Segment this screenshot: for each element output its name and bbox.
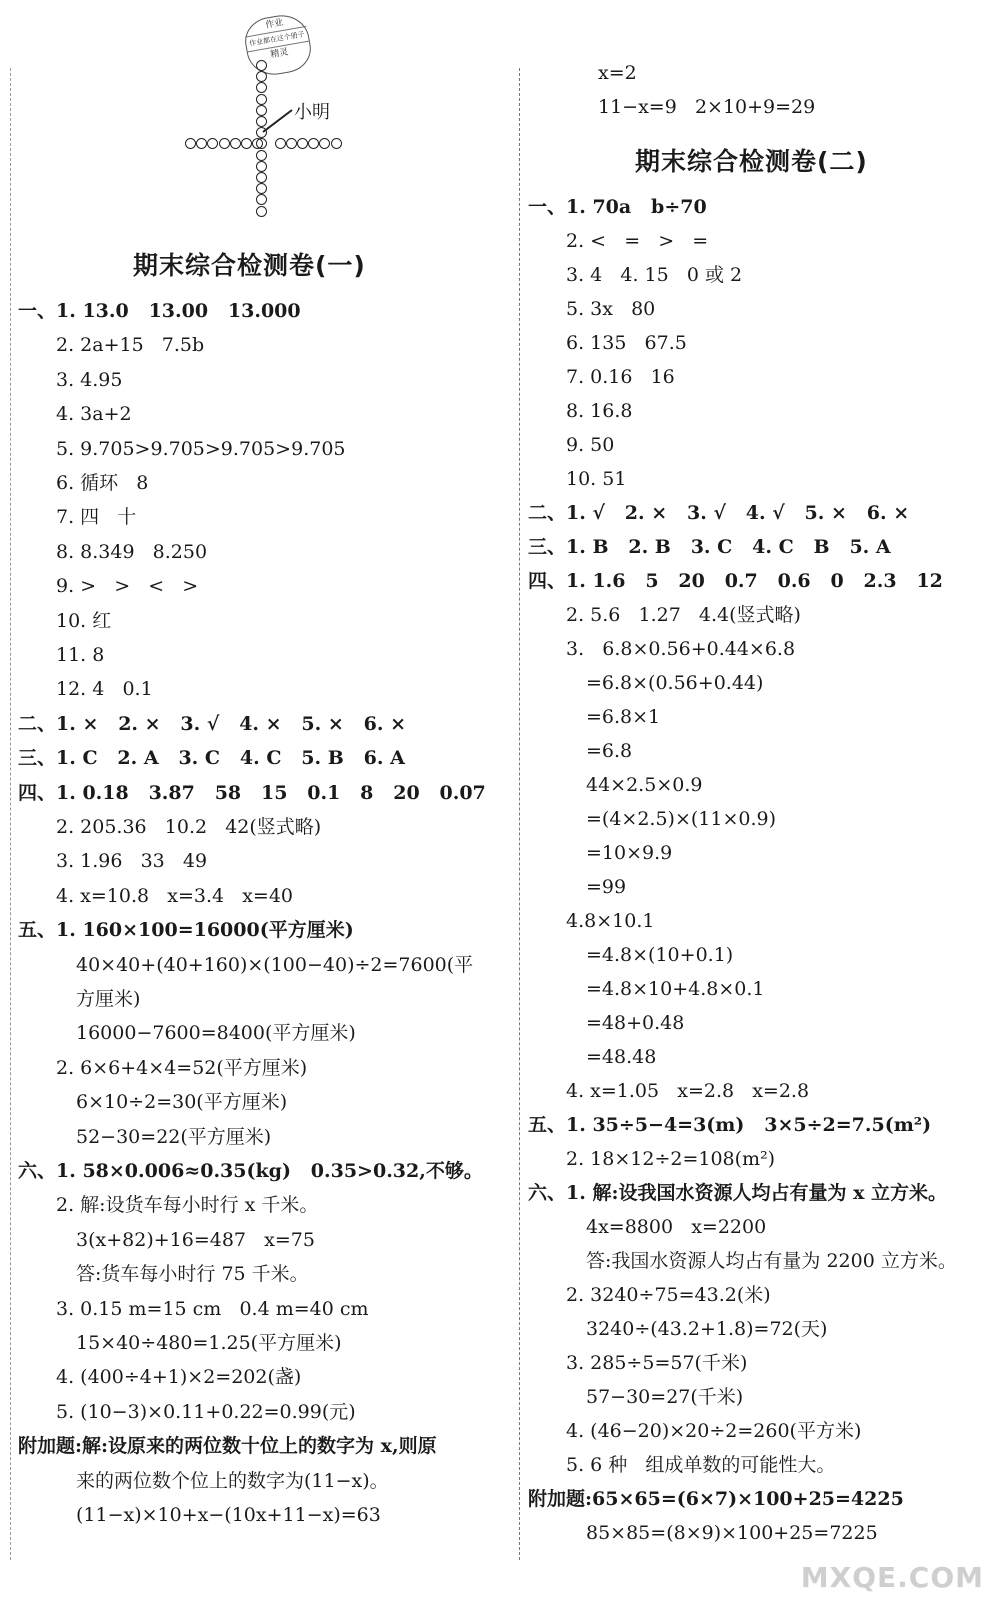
answer-line: =6.8×1	[586, 706, 661, 728]
answer-line: 3. 4 4. 15 0 或 2	[566, 264, 743, 286]
answer-line: 来的两位数个位上的数字为(11−x)。	[76, 1469, 389, 1492]
answer-line: 2. 5.6 1.27 4.4(竖式略)	[566, 604, 801, 626]
answer-line: 5. 9.705>9.705>9.705>9.705	[56, 437, 346, 460]
answer-line: 52−30=22(平方厘米)	[76, 1125, 272, 1148]
answer-line: 4. 3a+2	[56, 403, 132, 426]
answer-line: 3. 285÷5=57(千米)	[566, 1352, 748, 1374]
answer-line: =4.8×(10+0.1)	[586, 944, 734, 966]
answer-line: 40×40+(40+160)×(100−40)÷2=7600(平	[76, 953, 474, 976]
right-column	[528, 0, 988, 1600]
answer-line: 57−30=27(千米)	[586, 1386, 744, 1408]
stamp-line-3: 精灵	[269, 47, 290, 61]
left-column	[18, 0, 508, 1600]
answer-line: 3. 6.8×0.56+0.44×6.8	[566, 638, 796, 660]
answer-line: 六、1. 解:设我国水资源人均占有量为 x 立方米。	[528, 1182, 948, 1204]
answer-line: 4. x=10.8 x=3.4 x=40	[56, 884, 294, 907]
answer-line: 四、1. 0.18 3.87 58 15 0.1 8 20 0.07	[18, 781, 486, 804]
answer-line: 2. 205.36 10.2 42(竖式略)	[56, 816, 322, 838]
answer-line: =(4×2.5)×(11×0.9)	[586, 808, 777, 830]
answer-line: 3240÷(43.2+1.8)=72(天)	[586, 1318, 828, 1340]
answer-line: =6.8×(0.56+0.44)	[586, 672, 764, 694]
column-divider	[519, 68, 520, 1560]
stamp-line-1: 作业	[264, 17, 285, 31]
answer-line: 85×85=(8×9)×100+25=7225	[586, 1522, 878, 1544]
left-margin-border	[10, 68, 11, 1560]
diagram-label-xiaoming: 小明	[294, 102, 330, 123]
answer-line: 五、1. 35÷5−4=3(m) 3×5÷2=7.5(m²)	[528, 1114, 932, 1136]
answer-line: 44×2.5×0.9	[586, 774, 703, 796]
answer-line: 3. 0.15 m=15 cm 0.4 m=40 cm	[56, 1297, 369, 1320]
answer-line: 答:我国水资源人均占有量为 2200 立方米。	[586, 1250, 957, 1272]
answer-line: 7. 0.16 16	[566, 366, 675, 388]
answer-line: 5. 6 种 组成单数的可能性大。	[566, 1454, 836, 1476]
answer-line: 2. 2a+15 7.5b	[56, 334, 205, 357]
answer-line: 4.8×10.1	[566, 910, 655, 932]
answer-line: 2. 18×12÷2=108(m²)	[566, 1148, 776, 1170]
answer-line: 5. 3x 80	[566, 298, 656, 320]
answer-line: 3. 4.95	[56, 368, 123, 391]
answer-line: =6.8	[586, 740, 633, 762]
answer-line: 一、1. 13.0 13.00 13.000	[18, 300, 301, 322]
right-top-line-1: x=2	[598, 62, 637, 84]
answer-line: 2. 6×6+4×4=52(平方厘米)	[56, 1056, 308, 1079]
answer-line: 三、1. C 2. A 3. C 4. C 5. B 6. A	[18, 747, 405, 770]
right-top-line-2: 11−x=9 2×10+9=29	[598, 96, 816, 118]
answer-line: 9. > > < >	[56, 575, 199, 598]
answer-line: 一、1. 70a b÷70	[528, 196, 707, 218]
answer-line: 3. 1.96 33 49	[56, 850, 208, 873]
answer-line: 12. 4 0.1	[56, 678, 153, 701]
answer-line: 16000−7600=8400(平方厘米)	[76, 1022, 356, 1045]
answer-line: 5. (10−3)×0.11+0.22=0.99(元)	[56, 1400, 356, 1423]
answer-line: =48.48	[586, 1046, 657, 1068]
answer-line: 6. 135 67.5	[566, 332, 687, 354]
answer-line: 3(x+82)+16=487 x=75	[76, 1228, 315, 1251]
answer-line: 10. 红	[56, 609, 112, 632]
answer-line: 4. (46−20)×20÷2=260(平方米)	[566, 1420, 862, 1442]
exam-title-1: 期末综合检测卷(一)	[133, 251, 366, 280]
answer-line: 4. x=1.05 x=2.8 x=2.8	[566, 1080, 810, 1102]
answer-line: =10×9.9	[586, 842, 673, 864]
exam-title-2: 期末综合检测卷(二)	[635, 147, 868, 176]
answer-line: 2. 3240÷75=43.2(米)	[566, 1284, 771, 1306]
answer-line: =48+0.48	[586, 1012, 685, 1034]
answer-line: 8. 16.8	[566, 400, 633, 422]
answer-line: 方厘米)	[76, 988, 141, 1010]
answer-line: 8. 8.349 8.250	[56, 540, 208, 563]
answer-line: =4.8×10+4.8×0.1	[586, 978, 765, 1000]
answer-line: 四、1. 1.6 5 20 0.7 0.6 0 2.3 12	[528, 570, 943, 592]
answer-line: (11−x)×10+x−(10x+11−x)=63	[76, 1504, 381, 1526]
answer-line: 6×10÷2=30(平方厘米)	[76, 1091, 288, 1114]
answer-line: =99	[586, 876, 627, 898]
answer-line: 附加题:解:设原来的两位数十位上的数字为 x,则原	[18, 1435, 437, 1458]
answer-line: 7. 四 十	[56, 506, 137, 529]
answer-line: 2. < = > =	[566, 230, 709, 252]
answer-line: 4. (400÷4+1)×2=202(盏)	[56, 1366, 302, 1389]
answer-line: 2. 解:设货车每小时行 x 千米。	[56, 1194, 319, 1217]
answer-line: 9. 50	[566, 434, 615, 456]
answer-line: 六、1. 58×0.006≈0.35(kg) 0.35>0.32,不够。	[18, 1160, 483, 1182]
answer-line: 15×40÷480=1.25(平方厘米)	[76, 1332, 342, 1354]
stamp-line-2: 作业都在这个册子	[245, 26, 309, 53]
answer-line: 4x=8800 x=2200	[586, 1216, 767, 1238]
answer-line: 10. 51	[566, 468, 627, 490]
answer-line: 答:货车每小时行 75 千米。	[76, 1263, 309, 1286]
answer-line: 二、1. × 2. × 3. √ 4. × 5. × 6. ×	[18, 712, 407, 735]
watermark: MXQE.COM	[800, 1561, 984, 1594]
answer-line: 二、1. √ 2. × 3. √ 4. √ 5. × 6. ×	[528, 502, 910, 524]
answer-line: 附加题:65×65=(6×7)×100+25=4225	[528, 1488, 904, 1510]
answer-line: 11. 8	[56, 644, 105, 666]
answer-line: 6. 循环 8	[56, 472, 149, 494]
answer-line: 三、1. B 2. B 3. C 4. C B 5. A	[528, 536, 891, 558]
answer-line: 五、1. 160×100=16000(平方厘米)	[18, 919, 354, 942]
